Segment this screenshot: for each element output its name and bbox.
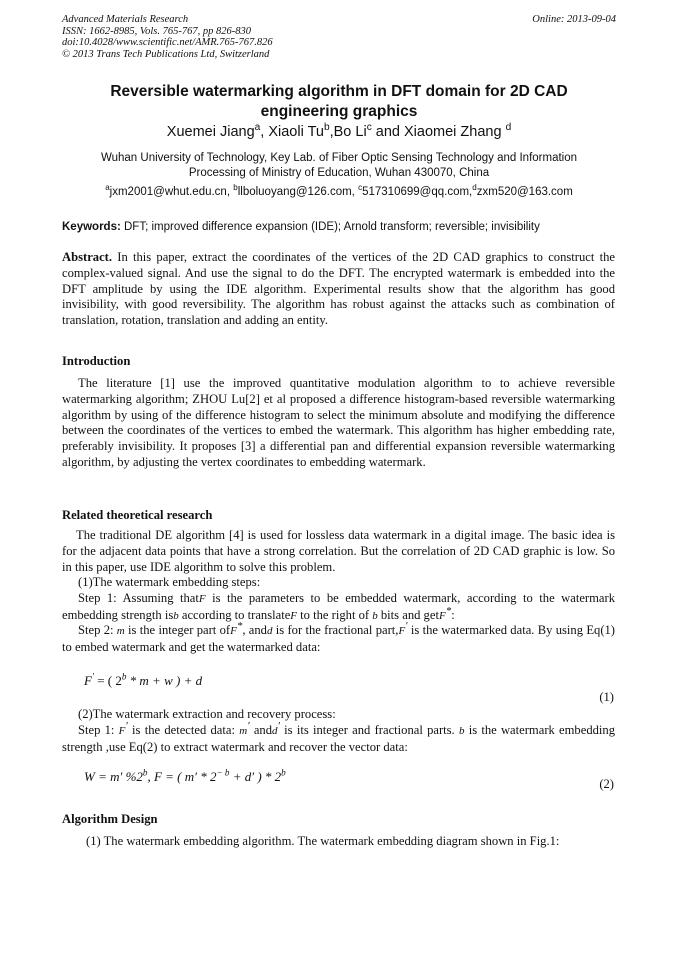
doi: doi:10.4028/www.scientific.net/AMR.765-767.826 — [62, 37, 273, 48]
embed-step-1-text-4: to the right of — [297, 607, 373, 622]
author-2: , Xiaoli Tu — [260, 124, 324, 140]
embed-step-2-text-4: is for the fractional part, — [272, 623, 399, 637]
eq2-sup-3: b — [281, 767, 286, 778]
paper-title — [62, 82, 616, 122]
author-4: and Xiaomei Zhang — [375, 124, 502, 140]
var-m: m — [116, 625, 125, 637]
email-2: llboluoyang@126.com, — [237, 186, 359, 198]
var-f: F — [198, 593, 206, 605]
embed-step-1-text-3: according to translate — [178, 607, 291, 622]
algorithm-heading: Algorithm Design — [62, 812, 158, 826]
extract-step-1-text-3: and — [249, 723, 273, 737]
equation-1-number: (1) — [599, 690, 614, 704]
embed-step-2-text-2: is the integer part of — [124, 623, 231, 637]
embed-step-1-text-6: : — [451, 607, 455, 622]
email-1: jxm2001@whut.edu.cn, — [109, 186, 234, 198]
var-f: F — [290, 609, 298, 622]
keywords-label: Keywords: — [62, 221, 121, 233]
abstract-text: In this paper, extract the coordinates of the vertices of the 2D CAD graphics to construct the complex-valued signal. And use the signal to do the DFT. The encrypted watermark is embedded into the DFT amplitude by using the IDE algorithm. Experimental results show that the algorithm has good invisibility, with good reversibility. The algorithm has robust against the attacks such as combination of translation, rotation, translation and adding an entity. — [62, 250, 615, 328]
embed-step-1-text-2: is the parameters to be embedded watermark, according to the watermark embedding strength is — [62, 591, 615, 622]
emails — [62, 183, 616, 198]
author-1-sup: a — [254, 122, 261, 134]
keywords — [62, 221, 622, 233]
embed-step-2-text-3: , and — [242, 623, 267, 637]
eq2-part-1: W = m′ %2 — [84, 769, 143, 784]
copyright: © 2013 Trans Tech Publications Ltd, Switzerland — [62, 48, 270, 60]
extract-step-1: Step 1: F′ is the detected data: m′ andd′ is its integer and fractional parts. b is the watermark embedding strength ,use Eq(2) to extract watermark and recover the vector data: — [62, 719, 616, 754]
var-b: b — [173, 609, 179, 622]
eq2-sup-1: b — [142, 767, 148, 778]
eq2-sup-2: − b — [216, 767, 230, 778]
title-line-2: engineering graphics — [260, 103, 418, 120]
author-3: ,Bo Li — [329, 124, 367, 140]
author-2-sup: b — [323, 122, 330, 134]
extract-step-1-text-5: is the watermark embedding strength ,use Eq(2) to extract watermark and recover the vector data: — [62, 723, 616, 754]
extract-step-1-text-4: is its integer and fractional parts. — [279, 723, 459, 737]
var-f-star: F — [438, 609, 446, 622]
affiliation-line-1: Wuhan University of Technology, Key Lab. of Fiber Optic Sensing Technology and Information — [100, 152, 578, 164]
title-line-1: Reversible watermarking algorithm in DFT domain for 2D CAD — [110, 83, 568, 100]
abstract-label: Abstract. — [62, 250, 113, 264]
related-para-1: The traditional DE algorithm [4] is used for lossless data watermark in a digital image. The basic idea is for the adjacent data points that have a strong correlation. But the correlation of 2D CAD graphic is low. So in this paper, use IDE algorithm to solve this problem. — [62, 528, 615, 574]
var-f-star: F — [230, 625, 237, 637]
embed-step-1-text-1: Step 1: Assuming that — [78, 591, 199, 605]
var-d-prime: d — [272, 725, 278, 737]
eq1-rest: * m + w ) + d — [129, 673, 203, 688]
var-b: b — [372, 609, 378, 622]
header-info — [62, 14, 462, 60]
email-sup-a: a — [105, 183, 110, 193]
extract-step-1-text-1: Step 1: — [78, 723, 119, 737]
embed-step-2-text-1: Step 2: — [78, 623, 117, 637]
embed-step-2-text-5: is the watermarked data. By using Eq(1) to embed watermark and get the watermarked data: — [62, 623, 616, 654]
var-d: d — [266, 625, 273, 637]
var-f-prime: F — [398, 625, 406, 637]
author-3-sup: c — [366, 122, 372, 134]
eq1-lhs: F — [84, 673, 92, 688]
eq1-rhs: = ( 2 — [97, 673, 122, 688]
equation-2-number: (2) — [599, 777, 614, 791]
online-date: Online: 2013-09-04 — [532, 14, 616, 25]
extract-step-1-text-2: is the detected data: — [127, 723, 240, 737]
authors — [62, 124, 616, 140]
abstract — [62, 250, 615, 329]
email-sup-b: b — [233, 183, 238, 193]
keywords-text: DFT; improved difference expansion (IDE); Arnold transform; reversible; invisibility — [120, 221, 540, 233]
author-4-sup: d — [505, 122, 512, 134]
issn: ISSN: 1662-8985, Vols. 765-767, pp 826-830 — [62, 25, 251, 37]
email-3: 517310699@qq.com, — [362, 186, 473, 198]
var-b: b — [458, 725, 465, 737]
email-sup-d: d — [472, 183, 477, 193]
affiliation — [62, 151, 616, 180]
introduction-heading: Introduction — [62, 354, 131, 368]
equation-2 — [84, 769, 286, 785]
extraction-title: (2)The watermark extraction and recovery process: — [78, 707, 336, 721]
eq1-sup: b — [121, 671, 127, 682]
algorithm-text: (1) The watermark embedding algorithm. The watermark embedding diagram shown in Fig.1: — [86, 834, 560, 848]
author-1: Xuemei Jiang — [166, 124, 255, 140]
embed-step-1: Step 1: Assuming thatF is the parameters to be embedded watermark, according to the watermark embedding strength isb according to translateF to the right of b bits and getF*: — [62, 591, 615, 622]
introduction-text: The literature [1] use the improved quantitative modulation algorithm to to achieve reversible watermarking algorithm; ZHOU Lu[2] et al proposed a difference histogram-based reversible watermarking algorithm by using of the difference histogram to select the minimum absolute and modifying the difference between the coordinates of the vertices to embed the watermark. This algorithm has higher embedding rate, preferably invisibility. It proposes [3] a differential pan and differential expansion reversible watermarking algorithm, by adjusting the vertex coordinates to embedding watermark. — [62, 376, 615, 469]
eq2-part-3: + d′ ) * 2 — [229, 769, 282, 784]
affiliation-line-2: Processing of Ministry of Education, Wuhan 430070, China — [188, 166, 490, 179]
equation-1: F′ = ( 2$^b$ * m + w ) + d — [84, 671, 203, 688]
var-m-prime: m — [239, 725, 248, 737]
journal-name: Advanced Materials Research — [62, 14, 189, 25]
eq2-part-2: , F = ( m′ * 2 — [147, 769, 217, 784]
embed-step-2: Step 2: m is the integer part ofF*, andd is for the fractional part,F′ is the watermarked data. By using Eq(1) to embed watermark and get the watermarked data: — [62, 619, 616, 654]
email-sup-c: c — [358, 183, 363, 193]
embedding-steps-title: (1)The watermark embedding steps: — [78, 575, 261, 589]
related-heading: Related theoretical research — [62, 508, 213, 522]
email-4: zxm520@163.com — [476, 186, 573, 198]
var-f-prime: F — [118, 725, 126, 737]
embed-step-1-text-5: bits and get — [377, 607, 439, 622]
